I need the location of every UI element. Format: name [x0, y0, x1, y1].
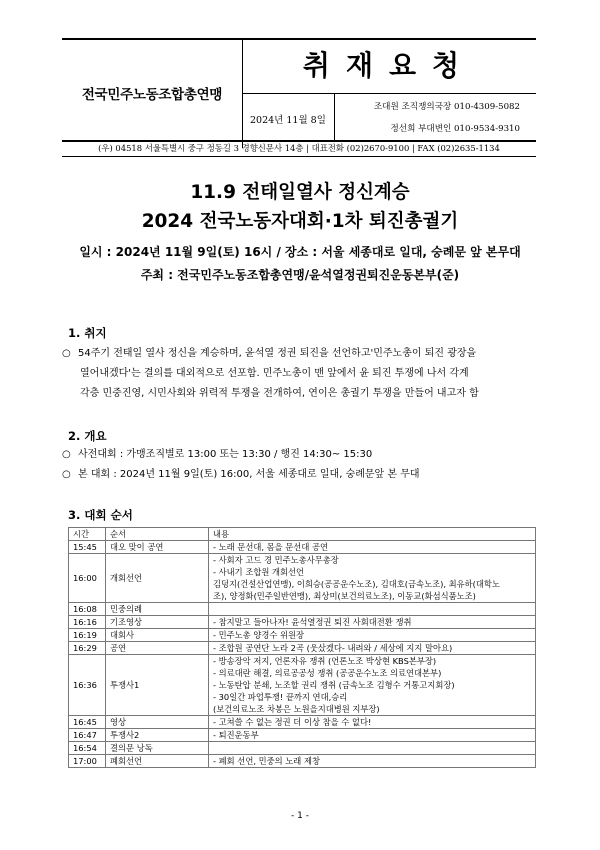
table-row — [69, 729, 536, 742]
press-request-title: 취재요청 — [302, 49, 476, 82]
circle-bullet: ○ — [62, 449, 71, 460]
table-row — [69, 616, 536, 629]
section-2-body — [62, 445, 542, 485]
row-content — [209, 541, 536, 554]
section-1-line-2: 열어내겠다'는 결의를 대외적으로 선포함. 민주노총이 맨 앞에서 윤 퇴진 투쟁에 나서 각계 — [80, 368, 469, 379]
row-item: 민중의례 — [106, 603, 209, 616]
header-mid-rule — [242, 93, 536, 94]
row-item: 폐회선언 — [106, 755, 209, 768]
contact-1: 조대원 조직쟁의국장 010-4309-5082 — [373, 102, 520, 112]
page-number: - 1 - — [291, 811, 309, 821]
row-time: 16:45 — [69, 716, 106, 729]
row-content — [209, 554, 536, 603]
row-content — [209, 642, 536, 655]
row-item: 개회선언 — [106, 554, 209, 603]
row-item: 대회사 — [106, 629, 209, 642]
row-time: 16:29 — [69, 642, 106, 655]
table-row — [69, 554, 536, 603]
content-line: - 의료대란 해결, 의료공공성 쟁취 (공공운수노조 의료연대본부) — [213, 668, 442, 678]
content-line: - 폐회 선언, 민중의 노래 제창 — [213, 756, 320, 766]
row-time: 16:36 — [69, 655, 106, 716]
event-when-where: 일시 : 2024년 11월 9일(토) 16시 / 장소 : 서울 세종대로 일대, 숭례문 앞 본무대 — [79, 245, 521, 259]
row-time: 16:00 — [69, 554, 106, 603]
program-table — [68, 527, 536, 768]
row-content — [209, 742, 536, 755]
section-1-line-1: ○ 54주기 전태일 열사 정신을 계승하며, 윤석열 정권 퇴진을 선언하고'민주노총이 퇴진 광장을 — [62, 344, 542, 364]
event-title-2: 2024 전국노동자대회·1차 퇴진총궐기 — [141, 211, 459, 232]
release-date: 2024년 11월 8일 — [250, 115, 326, 126]
content-line: - 노동탄압 분쇄, 노조할 권리 쟁취 (금속노조 김형수 거통고지회장) — [213, 680, 455, 690]
column-header: 내용 — [209, 528, 536, 541]
table-row — [69, 742, 536, 755]
table-row — [69, 655, 536, 716]
overview-item-2: ○ 본 대회 : 2024년 11월 9일(토) 16:00, 서울 세종대로 일대, 숭례문앞 본 무대 — [62, 465, 542, 485]
row-item: 투쟁사2 — [106, 729, 209, 742]
row-item: 공연 — [106, 642, 209, 655]
table-row — [69, 629, 536, 642]
row-content — [209, 629, 536, 642]
row-content — [209, 716, 536, 729]
event-title-1: 11.9 전태일열사 정신계승 — [190, 182, 410, 203]
content-line: - 사내기 조합원 개회선언 — [213, 567, 305, 577]
header-divider-2 — [334, 94, 335, 140]
content-line: (보건의료노조 차봉은 노원을지대병원 지부장) — [213, 704, 380, 714]
table-row — [69, 603, 536, 616]
row-item: 결의문 낭독 — [106, 742, 209, 755]
section-3-heading: 3. 대회 순서 — [68, 508, 133, 522]
row-time: 16:08 — [69, 603, 106, 616]
column-header: 순서 — [106, 528, 209, 541]
content-line: - 참지말고 들아나자! 윤석열정권 퇴진 사회대전환 쟁취 — [213, 617, 412, 627]
section-2-heading: 2. 개요 — [68, 429, 107, 443]
contact-2: 정선희 부대변인 010-9534-9310 — [390, 124, 520, 134]
table-row — [69, 716, 536, 729]
content-line: 김덩지(건설산업연맹), 이희승(공공운수노조), 김대호(금속노조), 최유하(대학노 — [213, 579, 500, 589]
table-row — [69, 755, 536, 768]
section-1-body — [62, 344, 542, 404]
table-row — [69, 541, 536, 554]
row-content — [209, 616, 536, 629]
column-header: 시간 — [69, 528, 106, 541]
content-line: - 퇴진운동부 — [213, 730, 259, 740]
content-line: - 30일간 파업투쟁! 끝까지 연대,승리 — [213, 692, 348, 702]
row-time: 17:00 — [69, 755, 106, 768]
section-1-line-3: 각층 민중진영, 시민사회와 위력적 투쟁을 전개하여, 연이은 총궐기 투쟁을 만들어 내고자 함 — [80, 388, 479, 399]
circle-bullet: ○ — [62, 469, 71, 480]
row-time: 16:54 — [69, 742, 106, 755]
org-name: 전국민주노동조합총연맹 — [81, 87, 223, 103]
content-line: - 고쳐쓸 수 없는 정권 더 이상 참을 수 없다! — [213, 717, 372, 727]
row-content — [209, 755, 536, 768]
row-time: 15:45 — [69, 541, 106, 554]
row-time: 16:47 — [69, 729, 106, 742]
content-line: - 노래 문선대, 몸을 문선대 공연 — [213, 542, 328, 552]
address-rule — [62, 156, 536, 157]
address-line: (우) 04518 서울특별시 중구 정동길 3 경향신문사 14층 | 대표전화 (02)2670-9100 | FAX (02)2635-1134 — [98, 143, 500, 153]
table-header-row — [69, 528, 536, 541]
content-line: - 사회자 고드 경 민주노총사무총장 — [213, 555, 339, 565]
event-host: 주최 : 전국민주노동조합총연맹/윤석열정권퇴진운동본부(준) — [140, 268, 460, 282]
content-line: 조), 양정화(민주일반연맹), 최상미(보건의료노조), 이동교(화섬식품노조) — [213, 591, 476, 601]
row-time: 16:19 — [69, 629, 106, 642]
row-time: 16:16 — [69, 616, 106, 629]
circle-bullet: ○ — [62, 348, 71, 359]
row-item: 투쟁사1 — [106, 655, 209, 716]
row-item: 영상 — [106, 716, 209, 729]
overview-item-1: ○ 사전대회 : 가맹조직별로 13:00 또는 13:30 / 행진 14:30~ 15:30 — [62, 445, 542, 465]
row-item: 기조영상 — [106, 616, 209, 629]
content-line: - 조합원 공연단 노라 2곡 (웃샀겠다- 내려와 / 세상에 지지 말아요) — [213, 643, 453, 653]
table-row — [69, 642, 536, 655]
section-1-heading: 1. 취지 — [68, 326, 107, 340]
row-content — [209, 729, 536, 742]
row-item: 대오 맞이 공연 — [106, 541, 209, 554]
content-line: - 민주노총 양경수 위원장 — [213, 630, 305, 640]
row-content — [209, 655, 536, 716]
row-content — [209, 603, 536, 616]
content-line: - 방송장악 저지, 언론자유 쟁취 (언론노조 박상현 KBS본부장) — [213, 656, 437, 666]
